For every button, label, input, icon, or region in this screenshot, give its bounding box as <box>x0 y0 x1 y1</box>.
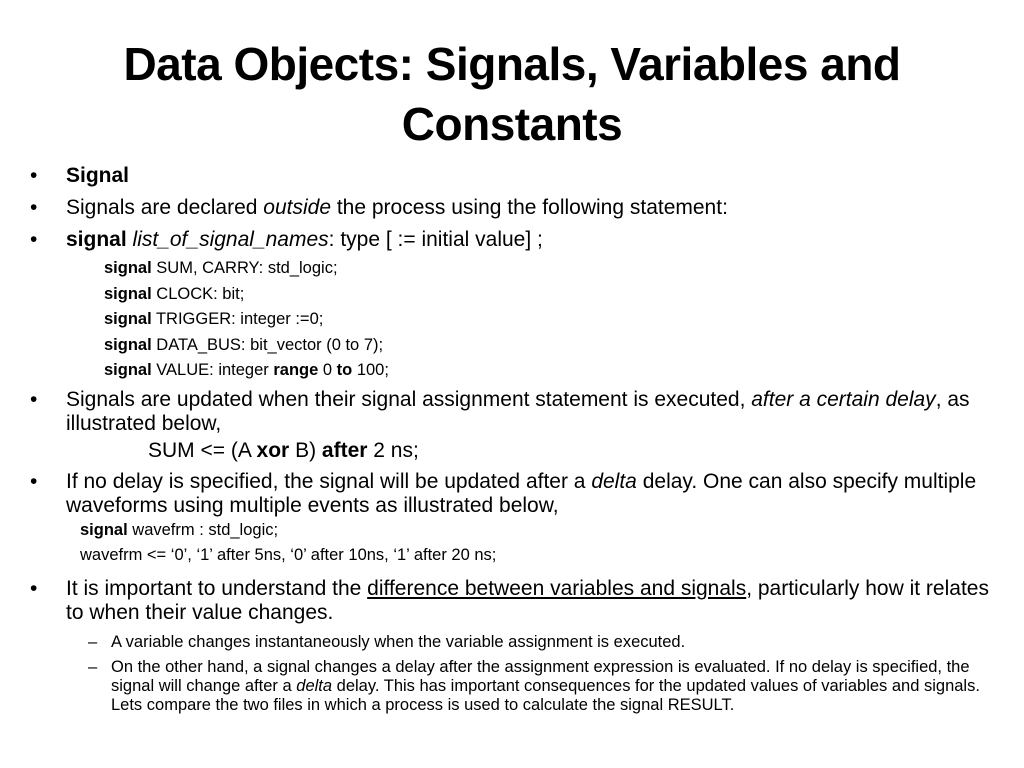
dash-glyph: – <box>88 657 98 676</box>
code-line: signal VALUE: integer range 0 to 100; <box>104 361 389 379</box>
bullet-signal <box>0 164 1024 188</box>
code-line: signal wavefrm : std_logic; <box>80 520 279 539</box>
sub-bullet-signal: – On the other hand, a signal changes a delay after the assignment expression is evaluated. If no delay is specified, the signal will change after a delta delay. This has important consequences for the updated values of variables and signals. Lets compare the two files in which a process is used to calculate the signal RESULT. <box>88 657 980 714</box>
bullet-glyph: • <box>30 196 38 219</box>
bullet-glyph: • <box>30 228 38 251</box>
bullet-glyph: • <box>30 387 38 411</box>
code-line: signal SUM, CARRY: std_logic; <box>104 259 338 277</box>
bullet-declared-outside: • Signals are declared outside the process using the following statement: <box>30 196 728 219</box>
bullet-signal-updated: • Signals are updated when their signal assignment statement is executed, after a certain delay, as illustrated below, <box>30 387 970 435</box>
code-line: signal CLOCK: bit; <box>104 284 245 303</box>
code-line: wavefrm <= ‘0’, ‘1’ after 5ns, ‘0’ after 10ns, ‘1’ after 20 ns; <box>80 546 497 564</box>
bullet-glyph: • <box>30 576 38 600</box>
bullet-glyph: • <box>30 164 38 187</box>
bullet-delta-delay: • If no delay is specified, the signal will be updated after a delta delay. One can also specify multiple waveforms using multiple events as illustrated below, <box>30 469 977 517</box>
code-block-waveform <box>0 518 1024 569</box>
code-line: signal DATA_BUS: bit_vector (0 to 7); <box>104 335 384 354</box>
sub-bullet-variable: – A variable changes instantaneously when the variable assignment is executed. <box>88 632 686 651</box>
code-block-declarations <box>0 256 1024 384</box>
bullet-signal-syntax: • signal list_of_signal_names: type [ := initial value] ; <box>30 228 543 251</box>
slide-content <box>0 164 1024 715</box>
code-line: signal TRIGGER: integer :=0; <box>104 310 324 328</box>
bullet-glyph: • <box>30 469 38 493</box>
underlined-phrase: difference between variables and signals <box>367 576 747 600</box>
dash-glyph: – <box>88 632 98 651</box>
slide-title: Data Objects: Signals, Variables and Constants <box>123 38 901 150</box>
bullet-difference: • It is important to understand the difference between variables and signals, particularly how it relates to when their value changes. <box>30 576 989 624</box>
code-example-xor: SUM <= (A xor B) after 2 ns; <box>148 438 419 462</box>
signal-heading: Signal <box>66 164 130 187</box>
